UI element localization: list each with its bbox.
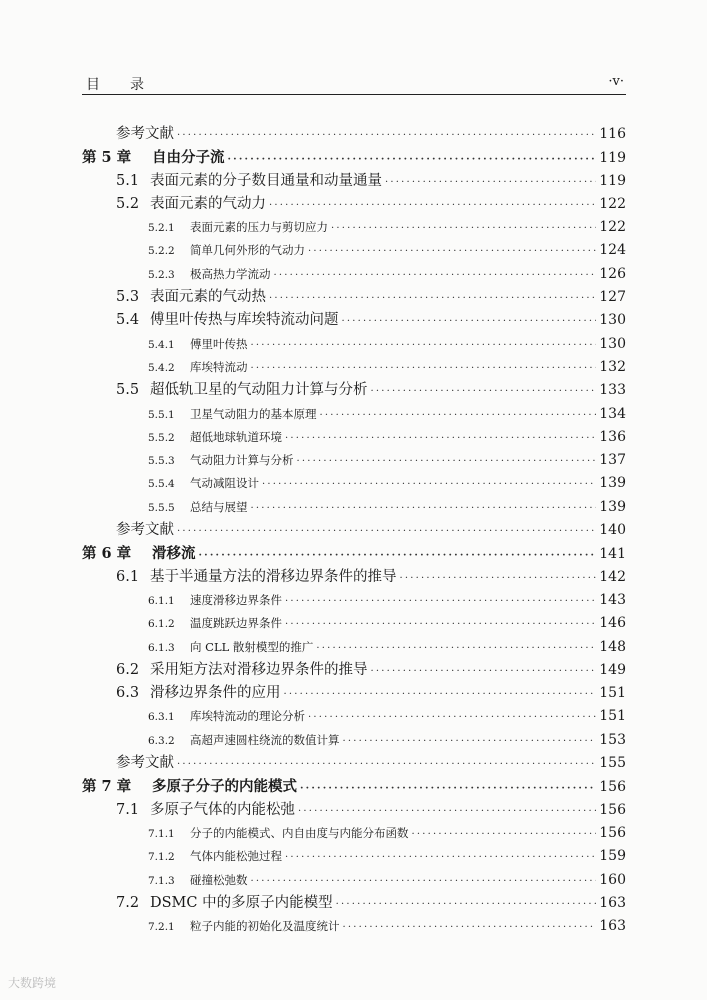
- toc-entry-page: 160: [599, 871, 626, 888]
- toc-entry-page: 133: [599, 382, 626, 399]
- toc-entry-subsection[interactable]: [82, 239, 626, 262]
- toc-entry-number: 6.3.1: [148, 711, 175, 724]
- toc-leader-dots: [320, 404, 597, 427]
- table-of-contents: [82, 123, 626, 938]
- toc-entry-section[interactable]: [82, 682, 626, 705]
- toc-entry-title: 多原子气体的内能松弛: [150, 801, 295, 818]
- toc-entry-number: 5.2.3: [148, 268, 175, 281]
- toc-entry-subsection[interactable]: [82, 333, 626, 356]
- toc-entry-section[interactable]: [82, 170, 626, 193]
- toc-entry-title: 库埃特流动: [190, 359, 248, 374]
- toc-entry-number: 7.1.3: [148, 874, 175, 887]
- toc-leader-dots: [308, 706, 596, 729]
- toc-leader-dots: [199, 544, 597, 567]
- toc-leader-dots: [177, 520, 596, 543]
- toc-entry-number: 5.2.1: [148, 222, 175, 235]
- toc-entry-page: 163: [599, 918, 626, 935]
- toc-entry-number: 第 5 章: [82, 149, 132, 167]
- toc-entry-page: 156: [599, 779, 626, 796]
- toc-entry-number: 5.4: [116, 312, 140, 329]
- toc-leader-dots: [262, 473, 596, 496]
- toc-entry-page: 134: [599, 405, 626, 422]
- toc-entry-number: 5.5.2: [148, 431, 175, 444]
- toc-entry-title: 傅里叶传热与库埃特流动问题: [150, 312, 339, 329]
- toc-leader-dots: [269, 194, 596, 217]
- toc-entry-page: 143: [599, 591, 626, 608]
- header-title-char-1: 目: [86, 77, 100, 93]
- toc-entry-number: 5.1: [116, 172, 140, 189]
- toc-leader-dots: [336, 893, 597, 916]
- toc-entry-title: 库埃特流动的理论分析: [190, 709, 305, 724]
- toc-entry-page: 122: [599, 219, 626, 236]
- toc-entry-number: 5.5.1: [148, 408, 175, 421]
- toc-entry-number: 7.2.1: [148, 921, 175, 934]
- toc-entry-subsection[interactable]: [82, 589, 626, 612]
- toc-entry-subsection[interactable]: [82, 845, 626, 868]
- toc-entry-page: 119: [599, 172, 626, 189]
- toc-entry-title: 温度跳跃边界条件: [190, 616, 282, 631]
- toc-entry-title: 基于半通量方法的滑移边界条件的推导: [150, 568, 397, 585]
- toc-entry-chapter[interactable]: [82, 146, 626, 169]
- toc-entry-page: 151: [599, 708, 626, 725]
- toc-entry-page: 159: [599, 848, 626, 865]
- toc-entry-page: 151: [599, 685, 626, 702]
- toc-entry-subsection[interactable]: [82, 263, 626, 286]
- toc-entry-number: 第 6 章: [82, 545, 132, 563]
- toc-entry-ref[interactable]: [82, 519, 626, 542]
- toc-entry-page: 156: [599, 801, 626, 818]
- toc-entry-page: 126: [599, 265, 626, 282]
- toc-entry-number: 6.1: [116, 568, 140, 585]
- toc-leader-dots: [308, 240, 596, 263]
- toc-entry-ref[interactable]: [82, 752, 626, 775]
- toc-entry-subsection[interactable]: [82, 472, 626, 495]
- toc-leader-dots: [331, 217, 596, 240]
- toc-entry-section[interactable]: [82, 566, 626, 589]
- toc-entry-page: 130: [599, 312, 626, 329]
- toc-entry-number: 7.1.1: [148, 827, 175, 840]
- toc-entry-title: 气动减阻设计: [190, 476, 259, 491]
- toc-entry-subsection[interactable]: [82, 915, 626, 938]
- toc-entry-page: 130: [599, 335, 626, 352]
- toc-entry-page: 148: [599, 638, 626, 655]
- toc-entry-number: 5.2: [116, 195, 140, 212]
- toc-entry-title: 简单几何外形的气动力: [190, 243, 305, 258]
- running-header: [82, 72, 626, 95]
- watermark: 大数跨境: [8, 976, 57, 990]
- toc-leader-dots: [251, 357, 597, 380]
- toc-entry-number: 5.5.3: [148, 455, 175, 468]
- toc-leader-dots: [251, 334, 597, 357]
- toc-entry-subsection[interactable]: [82, 403, 626, 426]
- toc-entry-number: 第 7 章: [82, 778, 132, 796]
- toc-entry-chapter[interactable]: [82, 542, 626, 565]
- toc-entry-page: 163: [599, 894, 626, 911]
- toc-entry-subsection[interactable]: [82, 636, 626, 659]
- toc-leader-dots: [400, 567, 597, 590]
- toc-entry-number: 5.5: [116, 382, 140, 399]
- toc-leader-dots: [343, 916, 597, 939]
- toc-leader-dots: [177, 753, 596, 776]
- toc-leader-dots: [342, 310, 597, 333]
- toc-leader-dots: [285, 846, 596, 869]
- toc-entry-number: 5.4.1: [148, 338, 175, 351]
- toc-leader-dots: [284, 683, 597, 706]
- toc-entry-title: 傅里叶传热: [190, 336, 248, 351]
- toc-entry-title: 表面元素的气动力: [150, 195, 266, 212]
- toc-entry-title: 超低轨卫星的气动阻力计算与分析: [150, 382, 368, 399]
- toc-entry-title: 参考文献: [116, 755, 174, 772]
- toc-entry-page: 141: [599, 546, 626, 563]
- toc-entry-number: 6.3.2: [148, 734, 175, 747]
- toc-entry-section[interactable]: [82, 892, 626, 915]
- toc-leader-dots: [385, 171, 596, 194]
- toc-entry-number: 6.2: [116, 661, 140, 678]
- toc-entry-number: 5.3: [116, 289, 140, 306]
- toc-entry-title: 表面元素的分子数目通量和动量通量: [150, 172, 382, 189]
- toc-entry-subsection[interactable]: [82, 612, 626, 635]
- toc-entry-section[interactable]: [82, 309, 626, 332]
- toc-entry-number: 6.1.2: [148, 618, 175, 631]
- toc-leader-dots: [371, 660, 597, 683]
- toc-entry-number: 6.1.1: [148, 594, 175, 607]
- toc-leader-dots: [300, 777, 596, 800]
- toc-entry-number: 5.2.2: [148, 245, 175, 258]
- toc-entry-page: 149: [599, 661, 626, 678]
- toc-leader-dots: [285, 613, 596, 636]
- toc-entry-page: 132: [599, 358, 626, 375]
- toc-entry-title: 自由分子流: [152, 149, 225, 167]
- toc-entry-number: 6.3: [116, 685, 140, 702]
- toc-leader-dots: [285, 590, 596, 613]
- toc-entry-title: 碰撞松弛数: [190, 872, 248, 887]
- toc-entry-title: 表面元素的气动热: [150, 289, 266, 306]
- toc-entry-title: 气动阻力计算与分析: [190, 453, 294, 468]
- toc-entry-title: 气体内能松弛过程: [190, 849, 282, 864]
- toc-entry-title: 滑移流: [152, 545, 196, 563]
- toc-entry-subsection[interactable]: [82, 449, 626, 472]
- header-page-number: ·v·: [608, 74, 624, 89]
- toc-entry-page: 156: [599, 824, 626, 841]
- toc-leader-dots: [177, 124, 596, 147]
- toc-entry-page: 153: [599, 731, 626, 748]
- toc-entry-page: 122: [599, 195, 626, 212]
- toc-entry-number: 7.1: [116, 801, 140, 818]
- toc-entry-section[interactable]: [82, 379, 626, 402]
- toc-entry-title: 采用矩方法对滑移边界条件的推导: [150, 661, 368, 678]
- header-title: [86, 74, 144, 94]
- toc-entry-number: 5.4.2: [148, 361, 175, 374]
- toc-entry-page: 139: [599, 498, 626, 515]
- toc-entry-title: 参考文献: [116, 126, 174, 142]
- toc-entry-number: 5.5.4: [148, 478, 175, 491]
- toc-entry-page: 155: [599, 755, 626, 772]
- toc-entry-section[interactable]: [82, 193, 626, 216]
- toc-entry-title: 卫星气动阻力的基本原理: [190, 406, 317, 421]
- toc-entry-title: 极高热力学流动: [190, 266, 271, 281]
- toc-entry-subsection[interactable]: [82, 822, 626, 845]
- toc-entry-page: 116: [599, 126, 626, 142]
- toc-entry-page: 146: [599, 615, 626, 632]
- toc-entry-subsection[interactable]: [82, 356, 626, 379]
- toc-entry-page: 127: [599, 289, 626, 306]
- toc-leader-dots: [228, 148, 597, 171]
- toc-entry-number: 6.1.3: [148, 641, 175, 654]
- toc-entry-subsection[interactable]: [82, 869, 626, 892]
- toc-entry-section[interactable]: [82, 659, 626, 682]
- toc-leader-dots: [412, 823, 597, 846]
- toc-leader-dots: [371, 380, 597, 403]
- toc-entry-section[interactable]: [82, 799, 626, 822]
- toc-entry-title: 总结与展望: [190, 499, 248, 514]
- toc-entry-number: 5.5.5: [148, 501, 175, 514]
- toc-entry-ref[interactable]: [82, 123, 626, 146]
- toc-entry-page: 124: [599, 242, 626, 259]
- toc-entry-chapter[interactable]: [82, 775, 626, 798]
- toc-leader-dots: [251, 870, 597, 893]
- toc-leader-dots: [269, 287, 596, 310]
- toc-leader-dots: [274, 264, 597, 287]
- toc-entry-number: 7.1.2: [148, 851, 175, 864]
- toc-entry-title: 多原子分子的内能模式: [152, 778, 297, 796]
- toc-leader-dots: [251, 497, 597, 520]
- toc-leader-dots: [316, 637, 596, 660]
- toc-entry-title: 分子的内能模式、内自由度与内能分布函数: [190, 825, 409, 840]
- toc-entry-title: 向 CLL 散射模型的推广: [190, 639, 314, 654]
- toc-entry-title: 速度滑移边界条件: [190, 592, 282, 607]
- toc-entry-title: 超低地球轨道环境: [190, 429, 282, 444]
- toc-entry-page: 119: [599, 150, 626, 167]
- toc-entry-subsection[interactable]: [82, 426, 626, 449]
- toc-leader-dots: [298, 800, 596, 823]
- toc-leader-dots: [343, 730, 597, 753]
- toc-entry-subsection[interactable]: [82, 496, 626, 519]
- toc-entry-subsection[interactable]: [82, 705, 626, 728]
- header-title-char-2: 录: [130, 77, 144, 93]
- toc-entry-title: 粒子内能的初始化及温度统计: [190, 919, 340, 934]
- toc-entry-title: 表面元素的压力与剪切应力: [190, 220, 328, 235]
- toc-leader-dots: [297, 450, 597, 473]
- toc-entry-section[interactable]: [82, 286, 626, 309]
- toc-entry-page: 140: [599, 522, 626, 539]
- toc-entry-page: 137: [599, 452, 626, 469]
- toc-entry-subsection[interactable]: [82, 729, 626, 752]
- toc-entry-title: 高超声速圆柱绕流的数值计算: [190, 732, 340, 747]
- toc-leader-dots: [285, 427, 596, 450]
- toc-entry-title: 参考文献: [116, 522, 174, 539]
- toc-entry-page: 136: [599, 428, 626, 445]
- toc-entry-page: 142: [599, 568, 626, 585]
- toc-entry-title: DSMC 中的多原子内能模型: [150, 894, 333, 911]
- toc-entry-title: 滑移边界条件的应用: [150, 685, 281, 702]
- toc-entry-subsection[interactable]: [82, 216, 626, 239]
- toc-entry-number: 7.2: [116, 894, 140, 911]
- toc-entry-page: 139: [599, 475, 626, 492]
